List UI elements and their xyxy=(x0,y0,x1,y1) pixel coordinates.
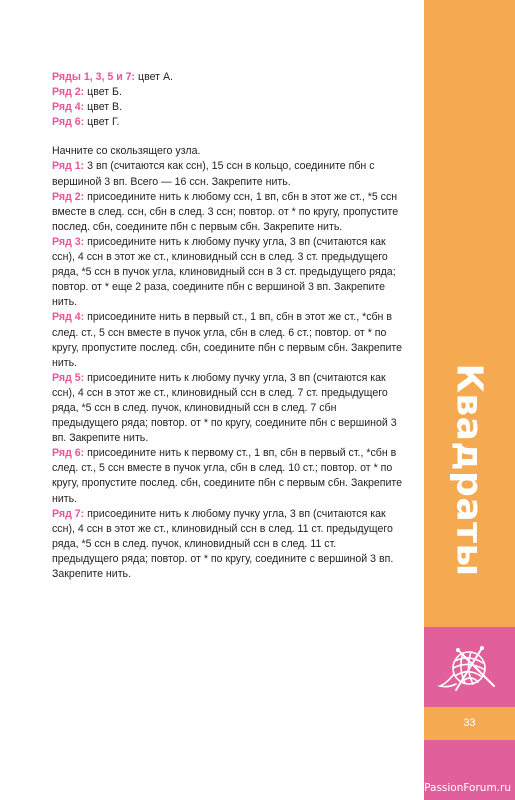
legend-text: цвет Б. xyxy=(84,86,122,99)
row-text: присоедините нить к любому пучку угла, 3 вп (считаются как ссн), 4 ссн в этот же ст., клиновидный ссн в след. 7 ст. предыдущего ряда, *5 ссн в след. пучок, клиновидный ссн в след. 7 сбн предыдущего ряда; повтор. от * по кругу, соедините пбн с вершиной 3 вп. Закрепите нить. xyxy=(52,371,397,445)
color-legend xyxy=(52,70,402,130)
watermark: PassionForum.ru xyxy=(424,782,511,794)
legend-text: цвет А. xyxy=(135,71,173,83)
row-label: Ряд 6: xyxy=(52,447,85,460)
legend-line xyxy=(52,85,402,100)
section-title: Квадраты xyxy=(448,363,490,577)
row-paragraph xyxy=(52,235,402,310)
row-text: присоедините нить в первый ст., 1 вп, сбн в этот же ст., *сбн в след. ст., 5 ссн вместе в пучок угла, сбн в след. 6 ст.; повтор. от * по кругу, пропустите послед. сбн, соедините пбн с первым сбн. Закрепите нить. xyxy=(52,311,403,369)
row-paragraph xyxy=(52,507,402,582)
legend-text: цвет Г. xyxy=(84,116,120,129)
row-paragraph xyxy=(52,159,402,189)
row-text: присоедините нить к любому пучку угла, 3 вп (считаются как ссн), 4 ссн в этот же ст., клиновидный ссн в след. 3 ст. предыдущего ряда, *5 ссн в пучок угла, клиновидный ссн в 3 ст. предыдущего ряда; повтор. от * еще 2 раза, соедините пбн с вершиной 3 вп. Закрепите нить. xyxy=(52,235,396,309)
legend-line xyxy=(52,70,402,85)
row-paragraph xyxy=(52,190,402,235)
legend-label: Ряд 6: xyxy=(52,116,85,129)
row-label: Ряд 7: xyxy=(52,507,85,520)
instructions-text xyxy=(52,70,402,582)
legend-label: Ряды 1, 3, 5 и 7: xyxy=(52,71,136,83)
legend-line xyxy=(52,115,402,130)
row-paragraph xyxy=(52,371,402,446)
row-label: Ряд 3: xyxy=(52,235,85,248)
row-text: присоедините нить к первому ст., 1 вп, сбн в первый ст., *сбн в след. ст., 5 ссн вместе в пучок угла, сбн в след. 10 ст.; повтор. от * по кругу, пропустите послед. сбн, соедините пбн с первым сбн. Закрепите нить. xyxy=(52,447,403,505)
row-text: присоедините нить к любому пучку угла, 3 вп (считаются как ссн), 4 ссн в этот же ст., клиновидный ссн в след. 11 ст. предыдущего ряда, *5 ссн в след. пучок, клиновидный ссн в след. 11 ст. предыдущего ряда; повтор. от * по кругу, соедините с вершиной 3 вп. Закрепите нить. xyxy=(52,507,394,580)
section-sidebar xyxy=(424,0,515,800)
intro-line: Начните со скользящего узла. xyxy=(52,145,201,158)
legend-text: цвет В. xyxy=(84,101,123,114)
row-label: Ряд 2: xyxy=(52,190,85,203)
legend-label: Ряд 4: xyxy=(52,101,85,114)
row-text: присоедините нить к любому ссн, 1 вп, сбн в этот же ст., *5 ссн вместе в след. ссн, сбн в след. 3 ссн; повтор. от * по кругу, пропустите послед. сбн, соедините пбн с первым сбн. Закрепите нить. xyxy=(52,190,399,233)
legend-line xyxy=(52,100,402,115)
legend-label: Ряд 2: xyxy=(52,86,85,99)
row-label: Ряд 5: xyxy=(52,371,85,384)
yarn-ball-icon xyxy=(436,640,502,696)
row-instructions xyxy=(52,159,402,582)
row-text: 3 вп (считаются как ссн), 15 ссн в кольцо, соедините пбн с вершиной 3 вп. Всего — 16 ссн. Закрепите нить. xyxy=(52,160,375,188)
spacer xyxy=(52,130,402,144)
row-paragraph xyxy=(52,310,402,370)
row-label: Ряд 1: xyxy=(52,160,85,173)
row-paragraph xyxy=(52,446,402,506)
page-number: 33 xyxy=(463,717,476,729)
row-label: Ряд 4: xyxy=(52,311,85,324)
